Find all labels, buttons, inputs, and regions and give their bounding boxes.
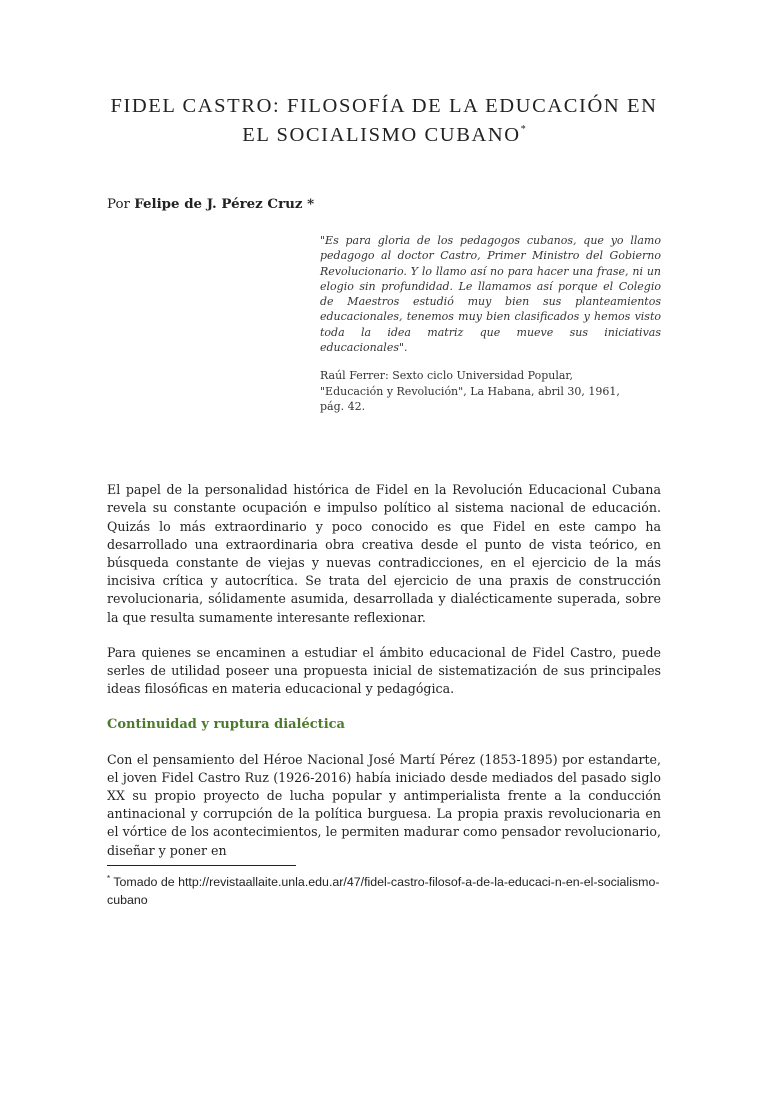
byline-prefix: Por <box>107 197 135 212</box>
footnote-text: Tomado de http://revistaallaite.unla.edu.ar/47/fidel-castro-filosof-a-de-la-educaci-n-en-el-socialismo-cubano <box>107 874 660 908</box>
body-paragraph-3: Con el pensamiento del Héroe Nacional José Martí Pérez (1853-1895) por estandarte, el joven Fidel Castro Ruz (1926-2016) había iniciado desde mediados del pasado siglo XX su propio proyecto de lucha popular y antimperialista frente a la conducción antinacional y corrupción de la política burguesa. La propia praxis revolucionaria en el vórtice de los acontecimientos, le permiten madurar como pensador revolucionario, diseñar y poner en <box>107 751 661 858</box>
footnote-mark: * <box>107 873 111 883</box>
footnote-divider <box>107 865 296 866</box>
epigraph-source-line-1: Raúl Ferrer: Sexto ciclo Universidad Popular, <box>320 369 573 383</box>
footnote <box>107 870 661 910</box>
page-title <box>107 94 661 147</box>
document-page <box>0 94 768 1118</box>
epigraph <box>320 233 661 414</box>
body-paragraph-2: Para quienes se encaminen a estudiar el ámbito educacional de Fidel Castro, puede serles de utilidad poseer una propuesta inicial de sistematización de sus principales ideas filosóficas en materia educacional y pedagógica. <box>107 644 661 697</box>
title-line-1: FIDEL CASTRO: FILOSOFÍA DE LA EDUCACIÓN EN <box>110 95 658 117</box>
epigraph-source-line-3: pág. 42. <box>320 399 366 413</box>
epigraph-quote: "Es para gloria de los pedagogos cubanos, que yo llamo pedagogo al doctor Castro, Primer Ministro del Gobierno Revolucionario. Y lo llamo así no para hacer una frase, ni un elogio sin profundidad. Le llamamos así porque el Colegio de Maestros estudió muy bien sus planteamientos educacionales, tenemos muy bien clasificados y hemos visto toda la idea matriz que mueve sus iniciativas educacionales". <box>320 234 661 355</box>
section-heading: Continuidad y ruptura dialéctica <box>107 716 345 732</box>
epigraph-source <box>320 368 661 414</box>
author-name: Felipe de J. Pérez Cruz * <box>134 196 315 212</box>
title-footnote-mark: * <box>520 124 526 135</box>
epigraph-source-line-2: "Educación y Revolución", La Habana, abril 30, 1961, <box>320 384 620 398</box>
title-line-2: EL SOCIALISMO CUBANO <box>242 124 521 146</box>
body-paragraph-1: El papel de la personalidad histórica de Fidel en la Revolución Educacional Cubana revela su constante ocupación e impulso político al sistema nacional de educación. Quizás lo más extraordinario y poco conocido es que Fidel en este campo ha desarrollado una extraordinaria obra creativa desde el punto de vista teórico, en búsqueda constante de viejas y nuevas contradicciones, en el ejercicio de la más incisiva crítica y autocrítica. Se trata del ejercicio de una praxis de construcción revolucionaria, sólidamente asumida, desarrollada y dialécticamente superada, sobre la que resulta sumamente interesante reflexionar. <box>107 482 661 625</box>
byline <box>107 196 661 213</box>
